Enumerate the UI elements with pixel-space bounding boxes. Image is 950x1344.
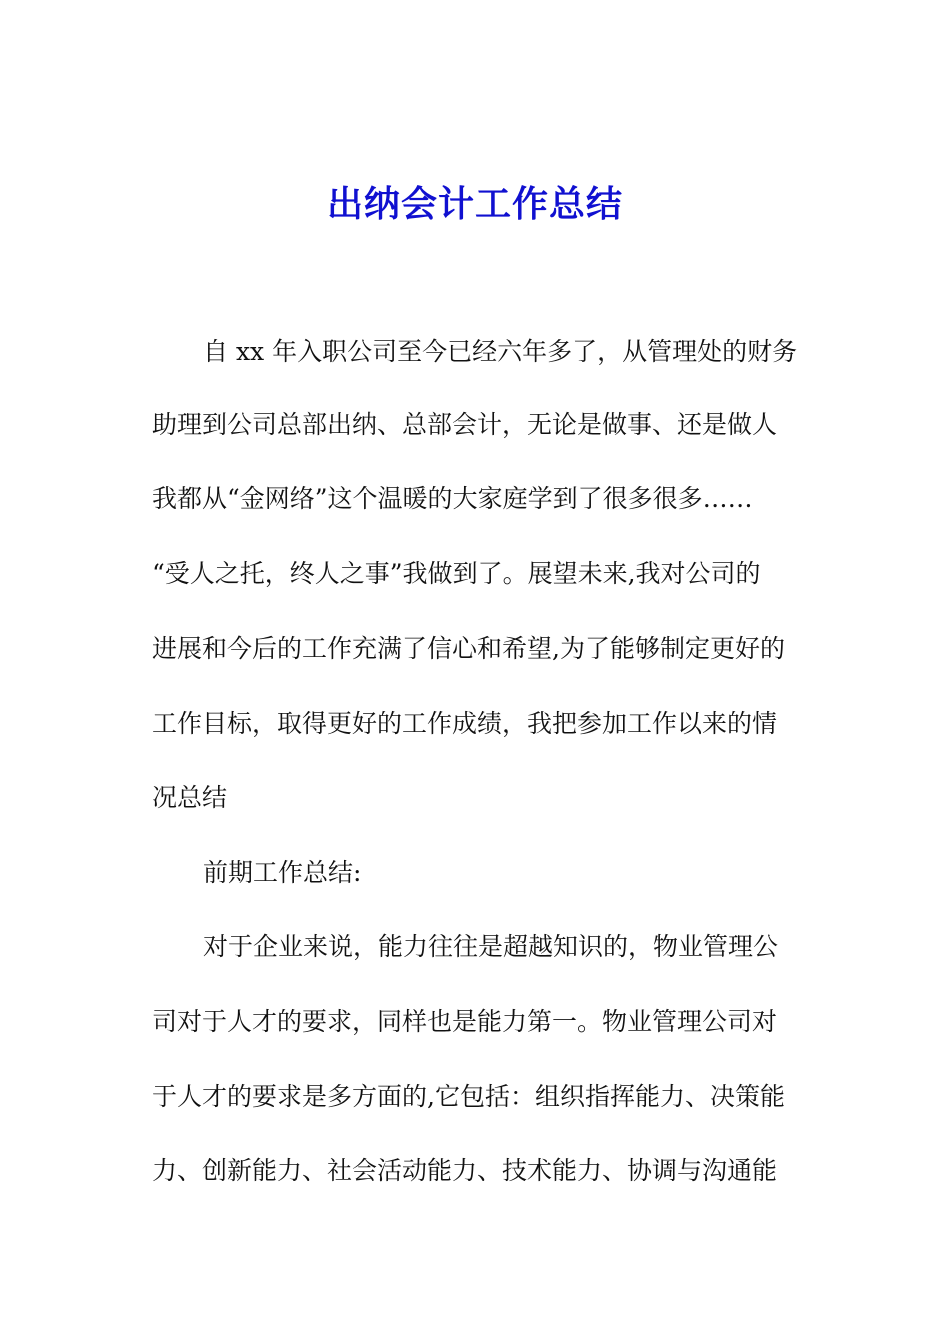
paragraph-line: 我都从“金网络”这个温暖的大家庭学到了很多很多…… — [152, 484, 753, 513]
paragraph-line: 对于企业来说，能力往往是超越知识的，物业管理公 — [203, 932, 779, 961]
paragraph-line: 司对于人才的要求，同样也是能力第一。物业管理公司对 — [152, 1007, 778, 1036]
paragraph-line: 自 xx 年入职公司至今已经六年多了，从管理处的财务 — [203, 337, 798, 366]
paragraph-line: “受人之托，终人之事”我做到了。展望未来,我对公司的 — [152, 559, 761, 588]
paragraph-line: 进展和今后的工作充满了信心和希望,为了能够制定更好的 — [152, 634, 785, 663]
paragraph-line: 助理到公司总部出纳、总部会计，无论是做事、还是做人 — [152, 410, 778, 439]
document-title: 出纳会计工作总结 — [326, 183, 623, 225]
paragraph-line: 况总结 — [152, 783, 228, 812]
paragraph-line: 工作目标，取得更好的工作成绩，我把参加工作以来的情 — [152, 709, 778, 738]
section-heading: 前期工作总结: — [203, 858, 362, 887]
paragraph-line: 于人才的要求是多方面的,它包括：组织指挥能力、决策能 — [152, 1082, 785, 1111]
paragraph-line: 力、创新能力、社会活动能力、技术能力、协调与沟通能 — [152, 1156, 778, 1185]
